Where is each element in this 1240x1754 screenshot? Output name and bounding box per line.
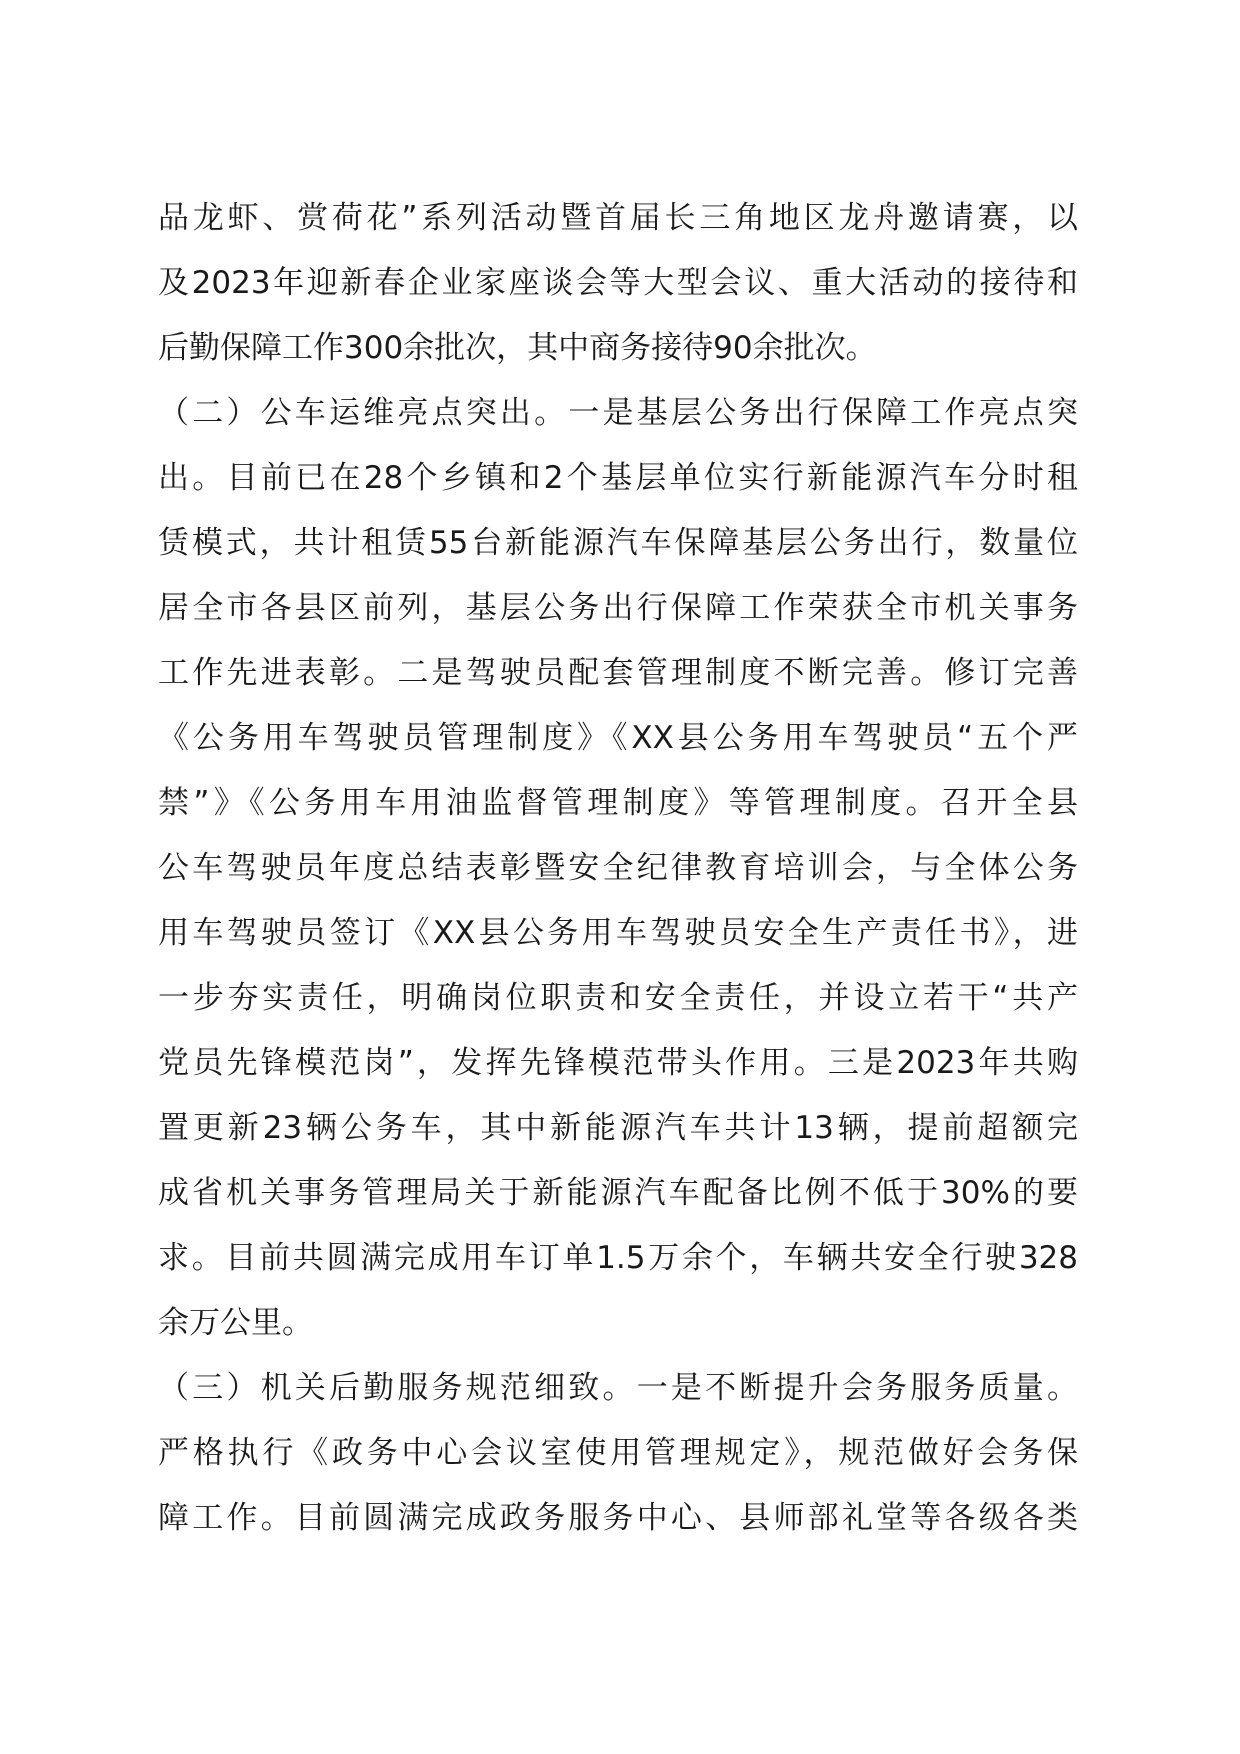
- text-line: 后勤保障工作300余批次，其中商务接待90余批次。: [158, 330, 877, 366]
- text-line: 及2023年迎新春企业家座谈会等大型会议、重大活动的接待和: [158, 265, 1078, 301]
- paragraph-vehicle-operations: [158, 381, 1078, 1356]
- text-line: 品龙虾、赏荷花”系列活动暨首届长三角地区龙舟邀请赛，以: [158, 200, 1078, 236]
- text-line: 赁模式，共计租赁55台新能源汽车保障基层公务出行，数量位: [158, 525, 1078, 561]
- text-line: 禁”》《公务用车用油监督管理制度》等管理制度。召开全县: [158, 785, 1078, 821]
- text-line: 用车驾驶员签订《XX县公务用车驾驶员安全生产责任书》，进: [158, 915, 1078, 951]
- text-line: 党员先锋模范岗”，发挥先锋模范带头作用。三是2023年共购: [158, 1045, 1078, 1081]
- text-line: 余万公里。: [158, 1305, 313, 1341]
- paragraph-reception-summary: [158, 186, 1078, 381]
- text-line: （三）机关后勤服务规范细致。一是不断提升会务服务质量。: [158, 1370, 1078, 1406]
- text-line: 《公务用车驾驶员管理制度》《XX县公务用车驾驶员“五个严: [158, 720, 1078, 756]
- text-line: 障工作。目前圆满完成政务服务中心、县师部礼堂等各级各类: [158, 1500, 1078, 1536]
- text-line: 求。目前共圆满完成用车订单1.5万余个，车辆共安全行驶328: [158, 1240, 1078, 1276]
- text-line: （二）公车运维亮点突出。一是基层公务出行保障工作亮点突: [158, 395, 1078, 431]
- text-line: 公车驾驶员年度总结表彰暨安全纪律教育培训会，与全体公务: [158, 850, 1078, 886]
- text-line: 置更新23辆公务车，其中新能源汽车共计13辆，提前超额完: [158, 1110, 1078, 1146]
- document-body: [158, 186, 1078, 1551]
- text-line: 成省机关事务管理局关于新能源汽车配备比例不低于30%的要: [158, 1175, 1078, 1211]
- paragraph-logistics-services: [158, 1356, 1078, 1551]
- text-line: 工作先进表彰。二是驾驶员配套管理制度不断完善。修订完善: [158, 655, 1078, 691]
- text-line: 出。目前已在28个乡镇和2个基层单位实行新能源汽车分时租: [158, 460, 1078, 496]
- text-line: 严格执行《政务中心会议室使用管理规定》，规范做好会务保: [158, 1435, 1078, 1471]
- text-line: 居全市各县区前列，基层公务出行保障工作荣获全市机关事务: [158, 590, 1078, 626]
- text-line: 一步夯实责任，明确岗位职责和安全责任，并设立若干“共产: [158, 980, 1078, 1016]
